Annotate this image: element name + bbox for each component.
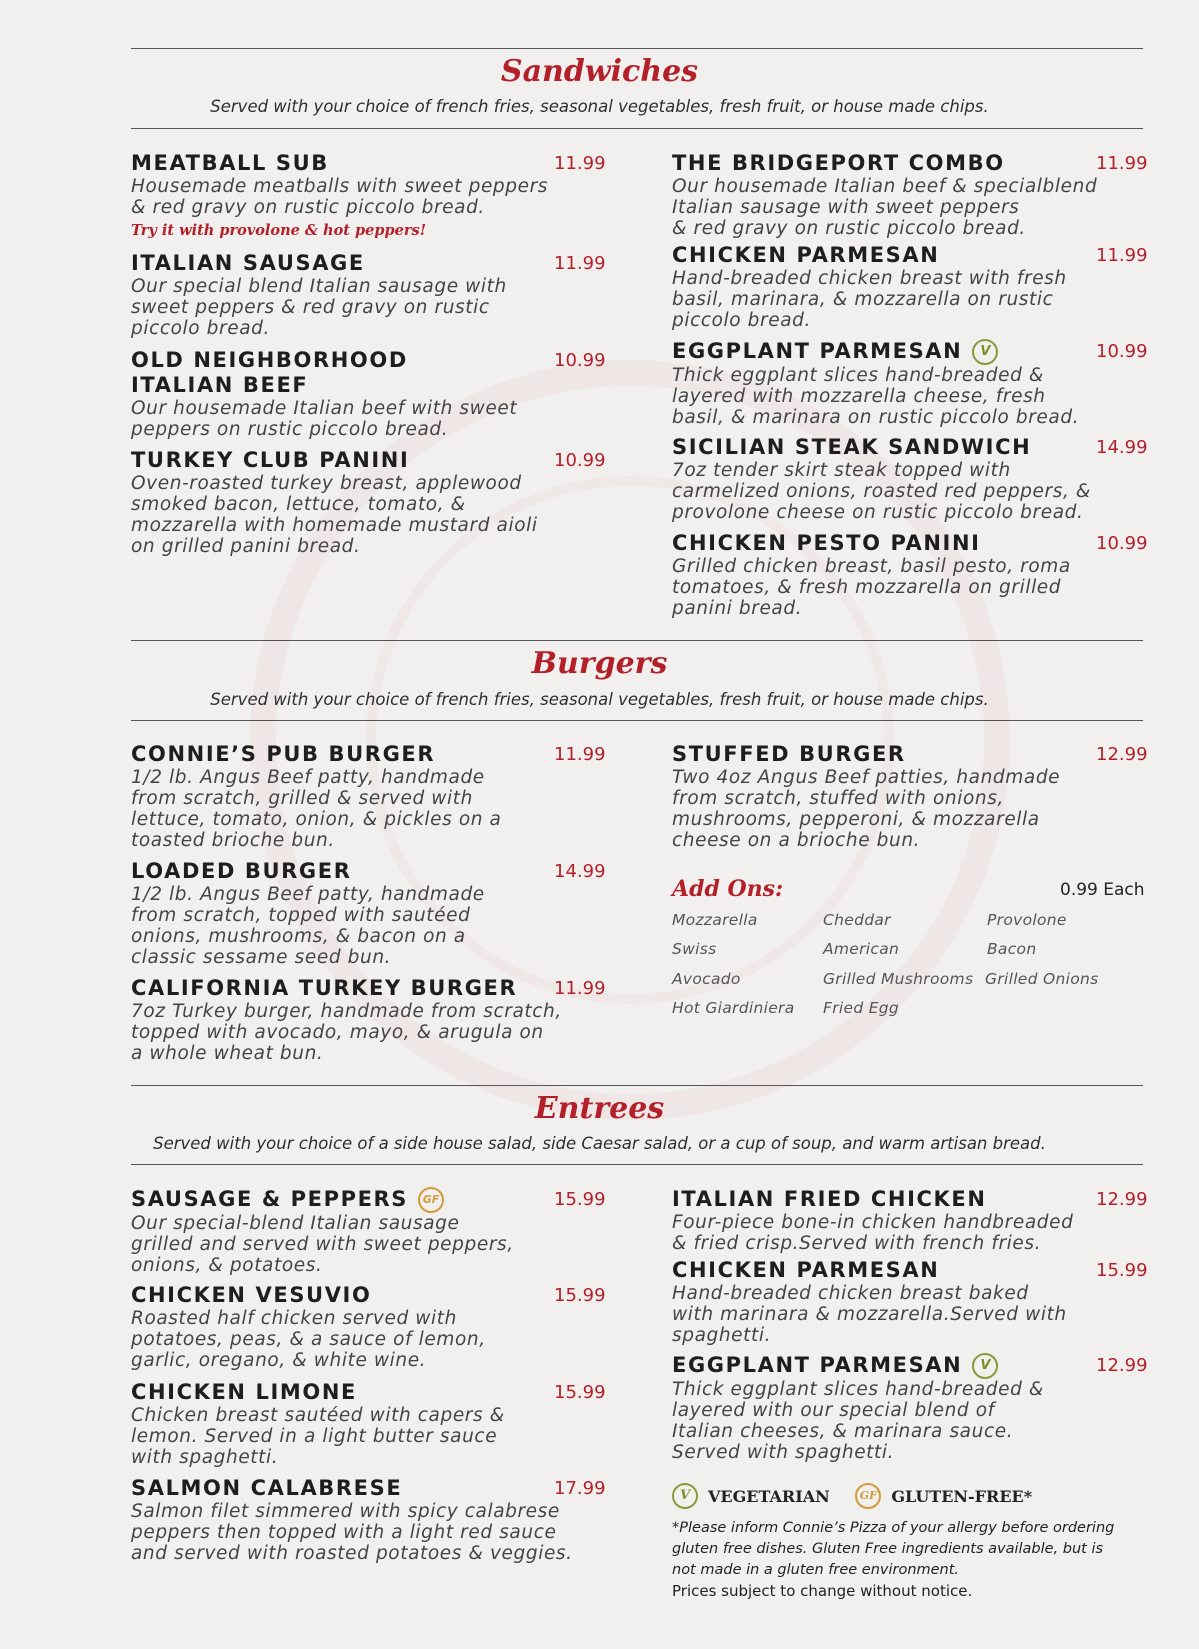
- item-name: MEATBALL SUB: [131, 151, 329, 175]
- legend-label: VEGETARIAN: [708, 1486, 830, 1506]
- burgers-subtitle: Served with your choice of french fries, seasonal vegetables, fresh fruit, or house made chips.: [210, 690, 989, 709]
- item-name: CHICKEN PARMESAN: [672, 243, 940, 267]
- addons-title: Add Ons:: [672, 876, 784, 902]
- item-description: Hand-breaded chicken breast with fresh basil, marinara, & mozzarella on rustic piccolo bread.: [672, 268, 1067, 331]
- item-name: LOADED BURGER: [131, 859, 352, 883]
- item-name: THE BRIDGEPORT COMBO: [672, 151, 1005, 175]
- item-description: Our housemade Italian beef & specialblend Italian sausage with sweet peppers & red gravy on rustic piccolo bread.: [672, 176, 1098, 239]
- item-description: Grilled chicken breast, basil pesto, roma tomatoes, & fresh mozzarella on grilled panini bread.: [672, 556, 1071, 619]
- item-description: Thick eggplant slices hand-breaded & layered with our special blend of Italian cheeses, & marinara sauce. Served with spaghetti.: [672, 1379, 1044, 1463]
- item-description: Four-piece bone-in chicken handbreaded & fried crisp.Served with french fries.: [672, 1212, 1074, 1254]
- item-name: CHICKEN PESTO PANINI: [672, 531, 981, 555]
- item-price: 17.99: [554, 1478, 606, 1499]
- item-price: 11.99: [1096, 245, 1148, 266]
- item-description: Roasted half chicken served with potatoes, peas, & a sauce of lemon, garlic, oregano, & white wine.: [131, 1308, 486, 1371]
- legend-gluten-free: [855, 1483, 1032, 1509]
- burgers-title: Burgers: [531, 646, 668, 681]
- menu-item: [672, 243, 1148, 331]
- allergy-note: *Please inform Connie’s Pizza of your allergy before ordering gluten free dishes. Gluten Free ingredients available, but is not made in a gluten free environment.: [672, 1520, 1115, 1578]
- item-description: Chicken breast sautéed with capers & lemon. Served in a light butter sauce with spaghetti.: [131, 1405, 505, 1468]
- divider: [131, 640, 1143, 641]
- item-description: Our special-blend Italian sausage grilled and served with sweet peppers, onions, & potatoes.: [131, 1213, 514, 1276]
- menu-item: [672, 435, 1148, 523]
- item-price: 14.99: [554, 861, 606, 882]
- menu-item: [131, 976, 606, 1064]
- item-price: 11.99: [554, 153, 606, 174]
- divider: [131, 720, 1143, 721]
- menu-item: [131, 448, 606, 557]
- addon-item: Cheddar: [823, 911, 891, 929]
- item-price: 14.99: [1096, 437, 1148, 458]
- divider: [131, 1085, 1143, 1086]
- gluten-free-icon: GF: [418, 1187, 444, 1213]
- item-description: 1/2 lb. Angus Beef patty, handmade from scratch, grilled & served with lettuce, tomato, onion, & pickles on a toasted brioche bun.: [131, 767, 502, 851]
- item-price: 11.99: [554, 978, 606, 999]
- sandwiches-subtitle: Served with your choice of french fries, seasonal vegetables, fresh fruit, or house made chips.: [210, 97, 989, 116]
- item-price: 11.99: [554, 253, 606, 274]
- menu-item: [131, 151, 606, 239]
- menu-item: [131, 348, 606, 440]
- menu-item: [131, 1476, 606, 1564]
- addon-item: Avocado: [672, 970, 741, 988]
- vegetarian-icon: V: [972, 339, 998, 365]
- item-price: 12.99: [1096, 744, 1148, 765]
- addon-item: American: [823, 940, 900, 958]
- item-name: SAUSAGE & PEPPERS: [131, 1187, 409, 1211]
- legend-label: GLUTEN-FREE*: [891, 1486, 1033, 1506]
- item-description: 7oz Turkey burger, handmade from scratch, topped with avocado, mayo, & arugula on a whole wheat bun.: [131, 1001, 562, 1064]
- addon-item: Provolone: [987, 911, 1067, 929]
- item-price: 15.99: [554, 1285, 606, 1306]
- addon-item: Swiss: [672, 940, 717, 958]
- item-description: Salmon filet simmered with spicy calabrese peppers then topped with a light red sauce and served with roasted potatoes & veggies.: [131, 1501, 573, 1564]
- menu-item: [672, 1258, 1148, 1346]
- legend-vegetarian: [672, 1483, 830, 1509]
- item-name: ITALIAN FRIED CHICKEN: [672, 1187, 987, 1211]
- entrees-subtitle: Served with your choice of a side house salad, side Caesar salad, or a cup of soup, and warm artisan bread.: [153, 1134, 1046, 1153]
- item-price: 10.99: [1096, 341, 1148, 362]
- menu-item: [672, 151, 1148, 239]
- item-description: Housemade meatballs with sweet peppers & red gravy on rustic piccolo bread.: [131, 176, 549, 218]
- addon-item: Grilled Mushrooms: [823, 970, 974, 988]
- menu-item: [672, 742, 1148, 851]
- item-name: CHICKEN PARMESAN: [672, 1258, 940, 1282]
- addon-item: Bacon: [987, 940, 1037, 958]
- item-price: 11.99: [1096, 153, 1148, 174]
- item-name: CALIFORNIA TURKEY BURGER: [131, 976, 518, 1000]
- menu-item: [131, 1283, 606, 1371]
- prices-note: Prices subject to change without notice.: [672, 1582, 973, 1600]
- item-price: 15.99: [554, 1189, 606, 1210]
- item-price: 10.99: [554, 350, 606, 371]
- item-description: 7oz tender skirt steak topped with carmelized onions, roasted red peppers, & provolone cheese on rustic piccolo bread.: [672, 460, 1091, 523]
- addon-item: Mozzarella: [672, 911, 758, 929]
- item-description: Thick eggplant slices hand-breaded & layered with mozzarella cheese, fresh basil, & marinara on rustic piccolo bread.: [672, 365, 1080, 428]
- sandwiches-title: Sandwiches: [500, 54, 699, 89]
- menu-item: [672, 531, 1148, 619]
- addon-item: Hot Giardiniera: [672, 999, 795, 1017]
- item-name: CONNIE’S PUB BURGER: [131, 742, 436, 766]
- item-price: 12.99: [1096, 1189, 1148, 1210]
- vegetarian-icon: V: [972, 1353, 998, 1379]
- item-description: Our special blend Italian sausage with sweet peppers & red gravy on rustic piccolo bread.: [131, 276, 507, 339]
- menu-item: [131, 742, 606, 851]
- item-note: Try it with provolone & hot peppers!: [131, 222, 427, 239]
- addons-price: 0.99 Each: [1060, 880, 1145, 900]
- divider: [131, 48, 1143, 49]
- item-name: ITALIAN SAUSAGE: [131, 251, 365, 275]
- vegetarian-icon: V: [672, 1483, 698, 1509]
- gluten-free-icon: GF: [855, 1483, 881, 1509]
- item-price: 11.99: [554, 744, 606, 765]
- menu-item: [672, 339, 1148, 428]
- item-name: STUFFED BURGER: [672, 742, 906, 766]
- item-description: Our housemade Italian beef with sweet peppers on rustic piccolo bread.: [131, 398, 518, 440]
- item-price: 10.99: [554, 450, 606, 471]
- item-name: SICILIAN STEAK SANDWICH: [672, 435, 1032, 459]
- entrees-title: Entrees: [534, 1091, 665, 1126]
- item-description: Oven-roasted turkey breast, applewood smoked bacon, lettuce, tomato, & mozzarella with homemade mustard aioli on grilled panini bread.: [131, 473, 538, 557]
- addon-item: Fried Egg: [823, 999, 900, 1017]
- item-price: 15.99: [554, 1382, 606, 1403]
- item-description: Two 4oz Angus Beef patties, handmade from scratch, stuffed with onions, mushrooms, pepperoni, & mozzarella cheese on a brioche bun.: [672, 767, 1061, 851]
- divider: [131, 1164, 1143, 1165]
- item-description: Hand-breaded chicken breast baked with marinara & mozzarella.Served with spaghetti.: [672, 1283, 1067, 1346]
- menu-item: [672, 1187, 1148, 1254]
- addon-item: Grilled Onions: [985, 970, 1099, 988]
- menu-item: [131, 1187, 606, 1276]
- divider: [131, 128, 1143, 129]
- item-name: TURKEY CLUB PANINI: [131, 448, 410, 472]
- item-name: OLD NEIGHBORHOOD ITALIAN BEEF: [131, 348, 408, 397]
- menu-item: [131, 251, 606, 339]
- item-price: 15.99: [1096, 1260, 1148, 1281]
- item-name: CHICKEN LIMONE: [131, 1380, 357, 1404]
- menu-item: [672, 1353, 1148, 1463]
- item-name: EGGPLANT PARMESAN: [672, 339, 963, 363]
- menu-item: [131, 1380, 606, 1468]
- item-price: 12.99: [1096, 1355, 1148, 1376]
- item-name: EGGPLANT PARMESAN: [672, 1353, 963, 1377]
- item-description: 1/2 lb. Angus Beef patty, handmade from scratch, topped with sautéed onions, mushrooms, & bacon on a classic sessame seed bun.: [131, 884, 485, 968]
- item-name: CHICKEN VESUVIO: [131, 1283, 372, 1307]
- dietary-legend: [672, 1483, 1052, 1509]
- item-price: 10.99: [1096, 533, 1148, 554]
- menu-item: [131, 859, 606, 968]
- item-name: SALMON CALABRESE: [131, 1476, 403, 1500]
